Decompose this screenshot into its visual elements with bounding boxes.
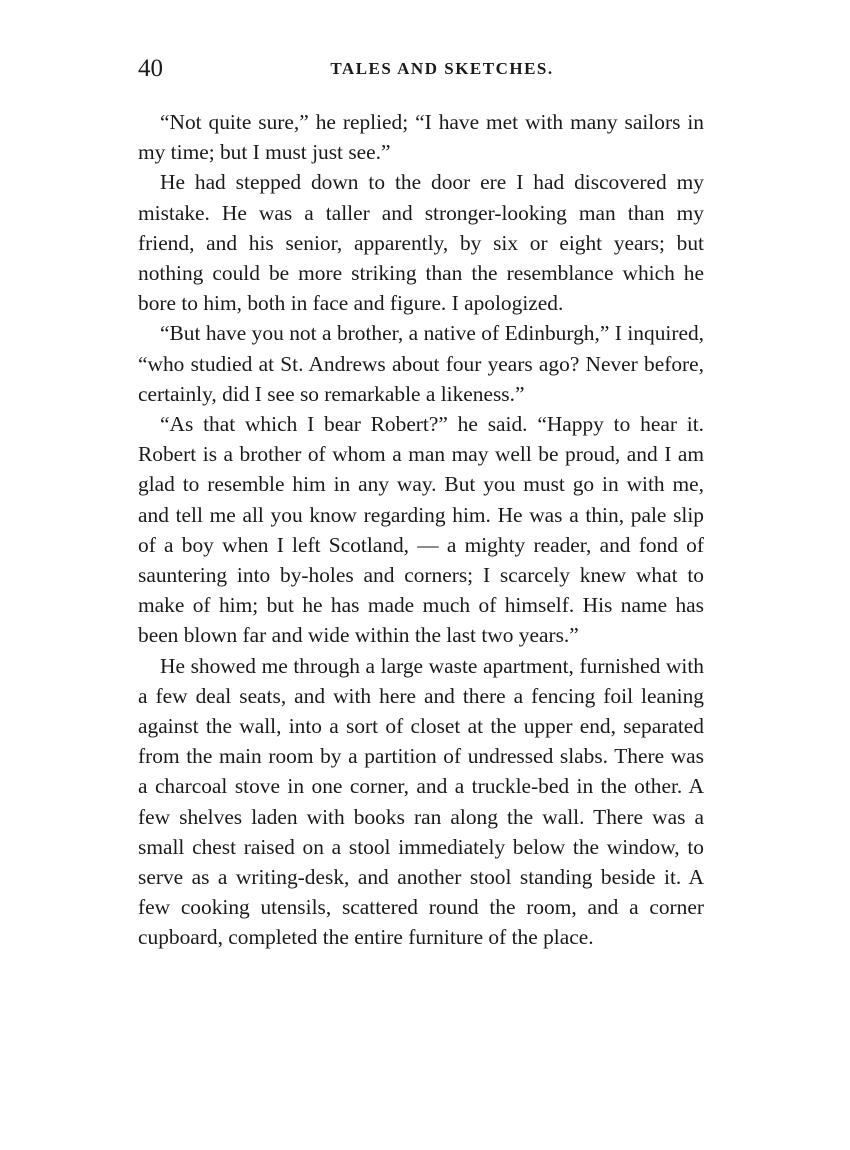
paragraph-3: “But have you not a brother, a native of Edinburgh,” I inquired, “who studied at St. Andrews about four years ago? Never before, certainly, did I see so remarkable a likeness.” [138, 321, 704, 406]
paragraph-1: “Not quite sure,” he replied; “I have met with many sailors in my time; but I must just see.” [138, 110, 704, 165]
running-head [138, 52, 706, 86]
paragraph-2: He had stepped down to the door ere I had discovered my mistake. He was a taller and stronger-looking man than my friend, and his senior, apparently, by six or eight years; but nothing could be more striking than the resemblance which he bore to him, both in face and figure. I apologized. [138, 170, 704, 316]
page-number: 40 [138, 55, 163, 82]
running-title: TALES AND SKETCHES. [330, 59, 554, 78]
paragraph-4: “As that which I bear Robert?” he said. “Happy to hear it. Robert is a brother of whom a man may well be proud, and I am glad to resemble him in any way. But you must go in with me, and tell me all you know regarding him. He was a thin, pale slip of a boy when I left Scotland, — a mighty reader, and fond of sauntering into by-holes and corners; I scarcely knew what to make of him; but he has made much of himself. His name has been blown far and wide within the last two years.” [138, 412, 704, 648]
paragraph-5: He showed me through a large waste apartment, furnished with a few deal seats, and with here and there a fencing foil leaning against the wall, into a sort of closet at the upper end, separated from the main room by a partition of undressed slabs. There was a charcoal stove in one corner, and a truckle-bed in the other. A few shelves laden with books ran along the wall. There was a small chest raised on a stool immediately below the window, to serve as a writing-desk, and another stool standing beside it. A few cooking utensils, scattered round the room, and a corner cupboard, completed the entire furniture of the place. [138, 653, 704, 950]
body-text [138, 107, 704, 953]
